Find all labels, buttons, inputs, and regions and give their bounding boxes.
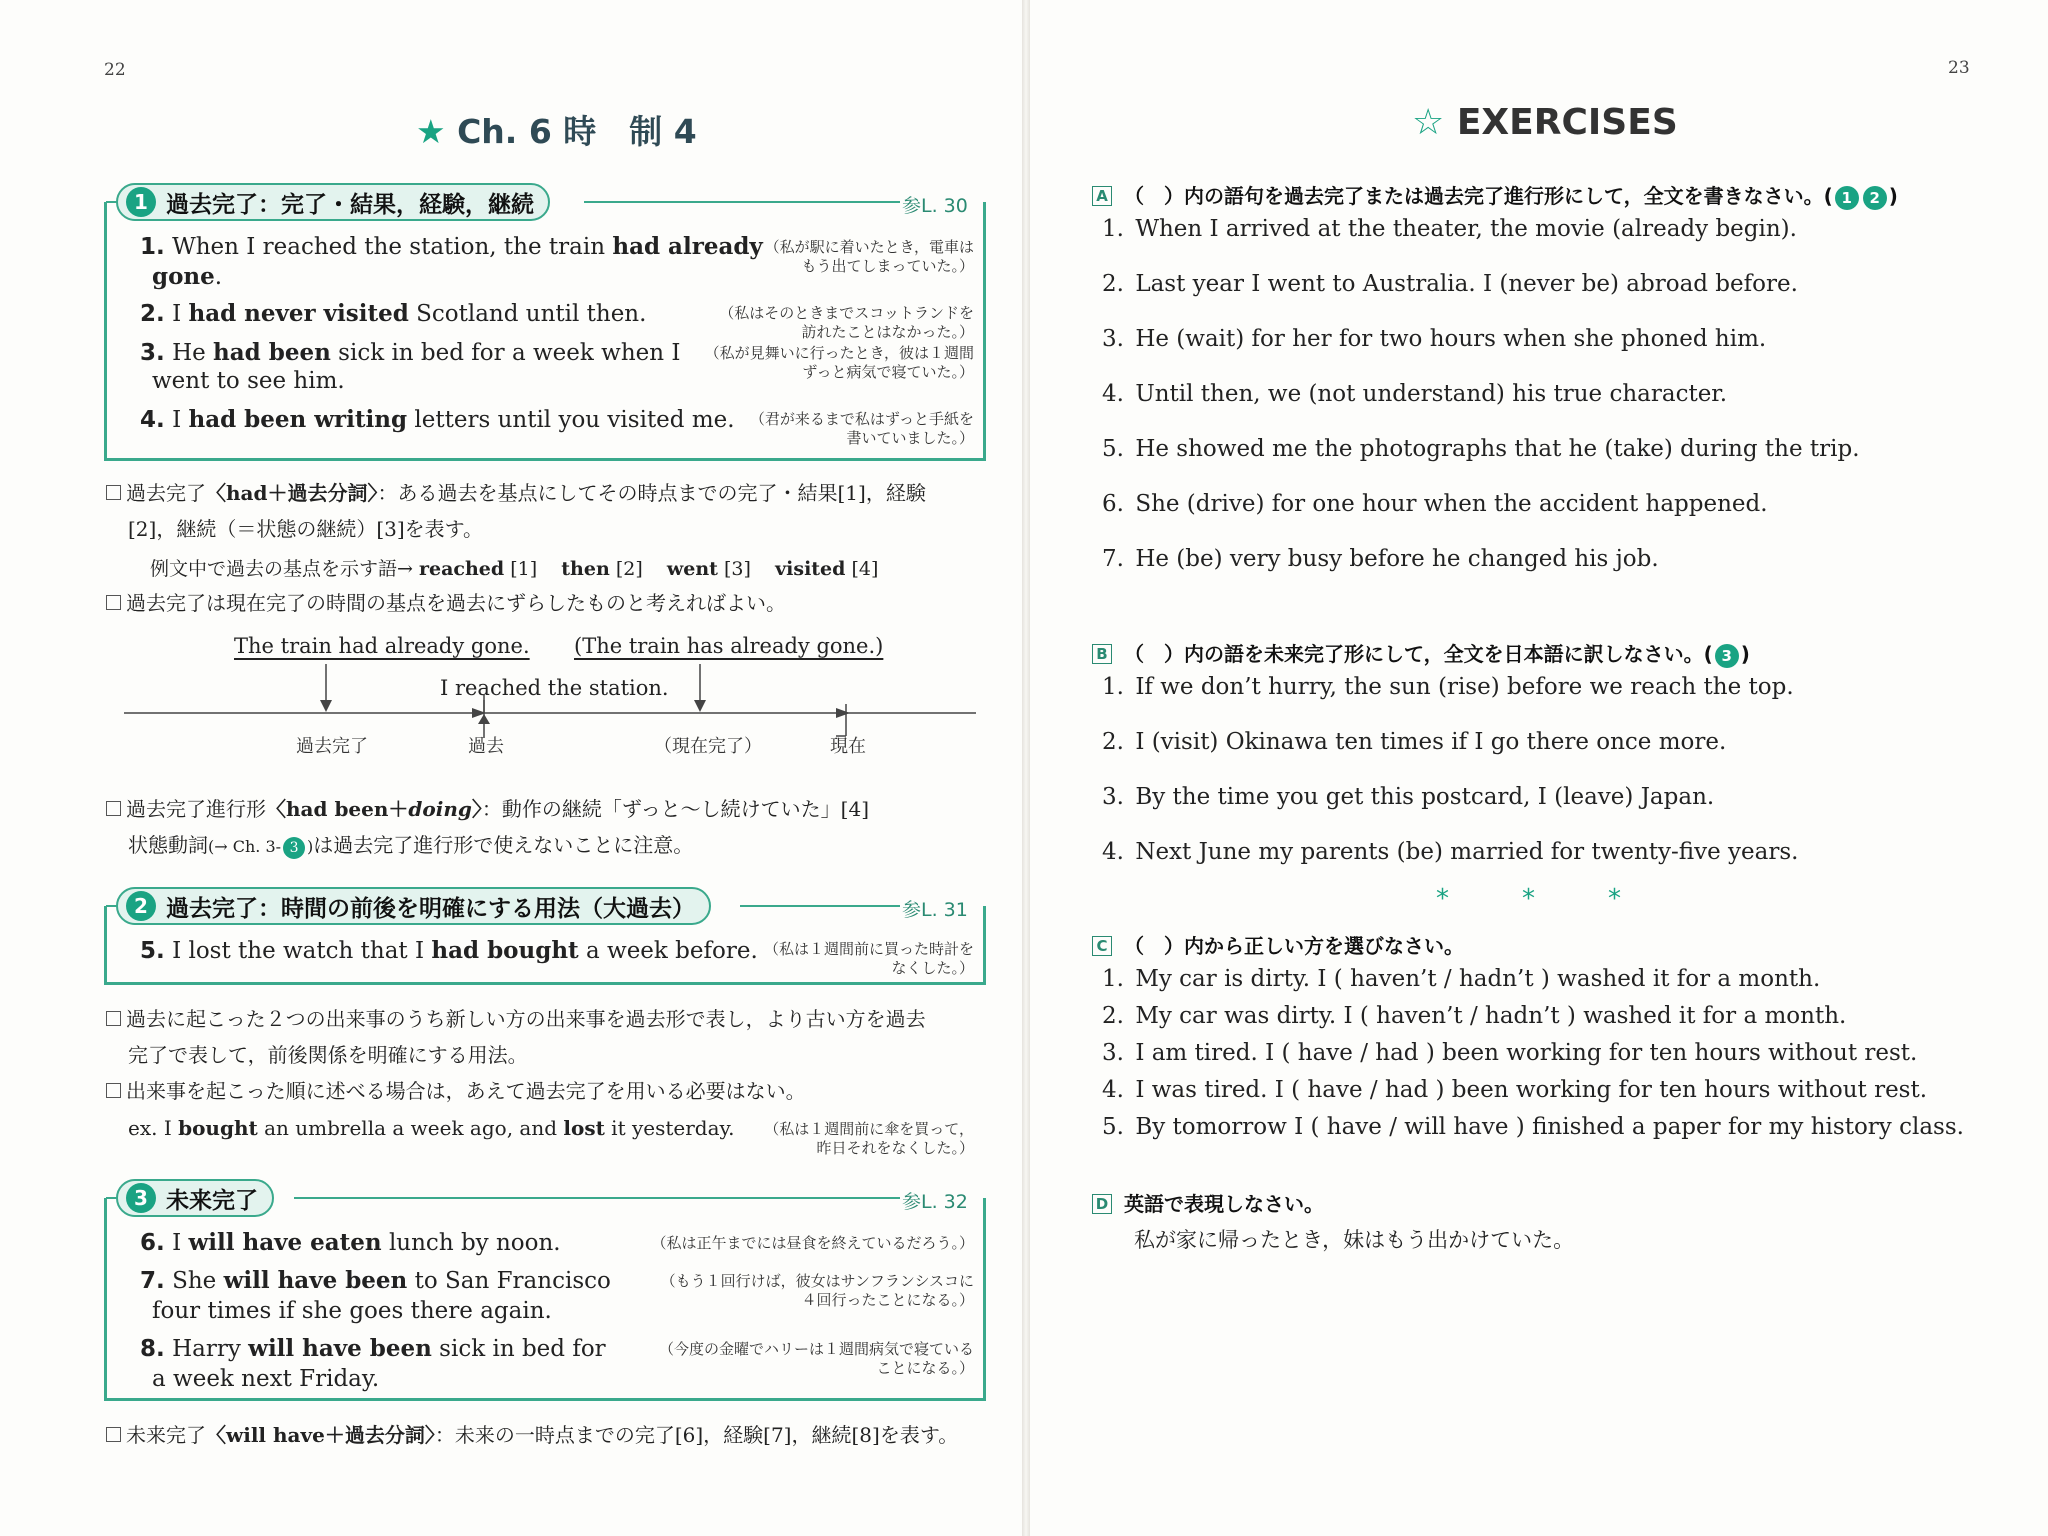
section-1-number: 1 [126,187,156,217]
note-base-words: 例文中で過去の基点を示す語→ reached [1] then [2] went [3] visited [4] [150,558,879,580]
book-gutter [1022,0,1030,1536]
example-7-line2: four times if she goes there again. [152,1298,552,1324]
example-8-line2: a week next Friday. [152,1366,380,1392]
checkbox-icon [106,595,121,610]
label-present: 現在 [830,736,866,757]
section-1-title: 過去完了：完了・結果，経験，継続 [166,191,534,218]
section-2-rule-right [740,905,900,907]
section-2-title: 過去完了：時間の前後を明確にする用法（大過去） [166,895,695,922]
letter-badge: D [1092,1194,1112,1214]
exercise-a-item: 6. She (drive) for one hour when the accident happened. [1102,491,1768,517]
example-2-translation: （私はそのときまでスコットランドを 訪れたことはなかった。） [719,304,974,341]
exercises-title-text: EXERCISES [1456,102,1678,143]
exercise-b-item: 3. By the time you get this postcard, I (leave) Japan. [1102,784,1715,810]
page-number: 22 [104,60,126,80]
exercise-b-heading: B （ ）内の語を未来完了形にして，全文を日本語に訳しなさい。( 3 ) [1092,638,1750,668]
example-8: 8. Harry will have been sick in bed for [140,1335,606,1362]
note-past-perfect-line2: [2]，継続（＝状態の継続）[3]を表す。 [128,517,484,541]
note-future-perfect: 未来完了〈will have＋過去分詞〉：未来の一時点までの完了[6]，経験[7]，継続[8]を表す。 [106,1422,958,1448]
note-example-translation: （私は１週間前に傘を買って， 昨日それをなくした。） [764,1120,974,1157]
exercise-a-item: 1. When I arrived at the theater, the movie (already begin). [1102,216,1797,242]
exercise-a-item: 3. He (wait) for her for two hours when she phoned him. [1102,326,1767,352]
exercise-b-item: 2. I (visit) Okinawa ten times if I go there once more. [1102,729,1727,755]
note-pluperfect-usage-line2: 完了で表して，前後関係を明確にする用法。 [128,1043,528,1067]
section-3-number: 3 [126,1183,156,1213]
exercise-a-item: 5. He showed me the photographs that he (take) during the trip. [1102,436,1860,462]
example-3-translation: （私が見舞いに行ったとき，彼は１週間 ずっと病気で寝ていた。） [704,344,974,381]
checkbox-icon [106,485,121,500]
exercise-d-text: 私が家に帰ったとき，妹はもう出かけていた。 [1134,1228,1575,1252]
note-stative-verbs: 状態動詞(→ Ch. 3- 3 )は過去完了進行形で使えないことに注意。 [128,833,694,857]
exercise-c-item: 2. My car was dirty. I ( haven’t / hadn’t ) washed it for a month. [1102,1003,1847,1029]
arrowhead-present-perfect [694,700,706,712]
diagram-reached-sentence: I reached the station. [440,676,669,700]
chapter-title-text: Ch. 6 時 制 4 [457,112,697,151]
exercise-a-item: 7. He (be) very busy before he changed his job. [1102,546,1659,572]
checkbox-icon [106,1427,121,1442]
timeline-diagram [120,660,980,740]
diagram-present-perfect-sentence: (The train has already gone.) [574,634,884,658]
example-2: 2. I had never visited Scotland until then. [140,300,647,327]
section-3-rule-right [294,1197,900,1199]
section-2-number: 2 [126,891,156,921]
note-pluperfect-usage: 過去に起こった２つの出来事のうち新しい方の出来事を過去形で表し，より古い方を過去 [106,1006,926,1032]
example-6-translation: （私は正午までには昼食を終えているだろう。） [651,1234,974,1252]
note-past-perfect: 過去完了〈had＋過去分詞〉：ある過去を基点にしてその時点までの完了・結果[1]，経験 [106,480,926,506]
section-1-tab [116,183,550,221]
exercise-a-item: 4. Until then, we (not understand) his true character. [1102,381,1728,407]
exercise-d-heading: D 英語で表現しなさい。 [1092,1188,1324,1217]
arrowhead-past-perfect [320,700,332,712]
example-4-translation: （君が来るまで私はずっと手紙を 書いていました。） [749,410,974,447]
example-1-translation: （私が駅に着いたとき，電車は もう出てしまっていた。） [764,238,974,275]
left-page [0,0,1022,1536]
example-1-line2: gone. [152,263,223,290]
page-number: 23 [1948,58,1970,78]
exercise-a-item: 2. Last year I went to Australia. I (never be) abroad before. [1102,271,1798,297]
exercise-c-item: 3. I am tired. I ( have / had ) been working for ten hours without rest. [1102,1040,1918,1066]
example-3-line2: went to see him. [152,368,345,394]
note-shift-base: 過去完了は現在完了の時間の基点を過去にずらしたものと考えればよい。 [106,590,786,616]
note-chronological-order: 出来事を起こった順に述べる場合は，あえて過去完了を用いる必要はない。 [106,1078,806,1104]
checkbox-icon [106,1011,121,1026]
exercise-a-heading: A （ ）内の語句を過去完了または過去完了進行形にして，全文を書きなさい。( 1 2 ) [1092,180,1898,210]
example-4: 4. I had been writing letters until you visited me. [140,406,735,433]
example-8-translation: （今度の金曜でハリーは１週間病気で寝ている ことになる。） [658,1340,974,1377]
exercise-b-item: 4. Next June my parents (be) married for twenty-five years. [1102,839,1799,865]
chapter-title [416,106,697,153]
star-icon: ★ [416,112,446,151]
exercises-title [1412,102,1678,143]
example-5-translation: （私は１週間前に買った時計を なくした。） [763,940,974,977]
right-page [1030,0,2048,1536]
section-3-title: 未来完了 [166,1187,258,1214]
letter-badge: A [1092,186,1112,206]
arrowhead-present-right [836,708,850,718]
label-past: 過去 [468,736,504,757]
label-past-perfect: 過去完了 [296,736,368,757]
section-2-tab [116,887,711,925]
exercise-c-heading: C （ ）内から正しい方を選びなさい。 [1092,930,1464,959]
section-2-ref: 参L. 31 [902,899,968,921]
letter-badge: B [1092,644,1112,664]
example-3: 3. He had been sick in bed for a week when I [140,339,681,366]
section-3-tab [116,1179,274,1217]
example-7-translation: （もう１回行けば，彼女はサンフランシスコに ４回行ったことになる。） [660,1272,974,1309]
star-outline-icon: ☆ [1412,102,1445,143]
arrowhead-past-up [478,714,490,724]
diagram-past-perfect-sentence: The train had already gone. [234,634,530,658]
example-1: 1. When I reached the station, the train had already [140,233,763,260]
section-3-ref: 参L. 32 [902,1191,968,1213]
section-1-ref: 参L. 30 [902,195,968,217]
section-1-rule-right [584,201,900,203]
example-5: 5. I lost the watch that I had bought a week before. [140,937,758,964]
exercise-c-item: 5. By tomorrow I ( have / will have ) finished a paper for my history class. [1102,1114,1964,1140]
checkbox-icon [106,1083,121,1098]
example-7: 7. She will have been to San Francisco [140,1267,611,1294]
exercise-b-item: 1. If we don’t hurry, the sun (rise) before we reach the top. [1102,674,1794,700]
letter-badge: C [1092,936,1112,956]
checkbox-icon [106,801,121,816]
note-past-perfect-progressive: 過去完了進行形〈had been＋doing〉：動作の継続「ずっと～し続けていた」[4] [106,796,869,822]
separator-asterisk: * [1436,884,1449,914]
example-6: 6. I will have eaten lunch by noon. [140,1229,561,1256]
label-present-perfect: （現在完了） [654,736,762,757]
note-example: ex. I bought an umbrella a week ago, and lost it yesterday. [128,1116,735,1140]
separator-asterisk: * [1608,884,1621,914]
exercise-c-item: 1. My car is dirty. I ( haven’t / hadn’t ) washed it for a month. [1102,966,1821,992]
separator-asterisk: * [1522,884,1535,914]
exercise-c-item: 4. I was tired. I ( have / had ) been working for ten hours without rest. [1102,1077,1928,1103]
